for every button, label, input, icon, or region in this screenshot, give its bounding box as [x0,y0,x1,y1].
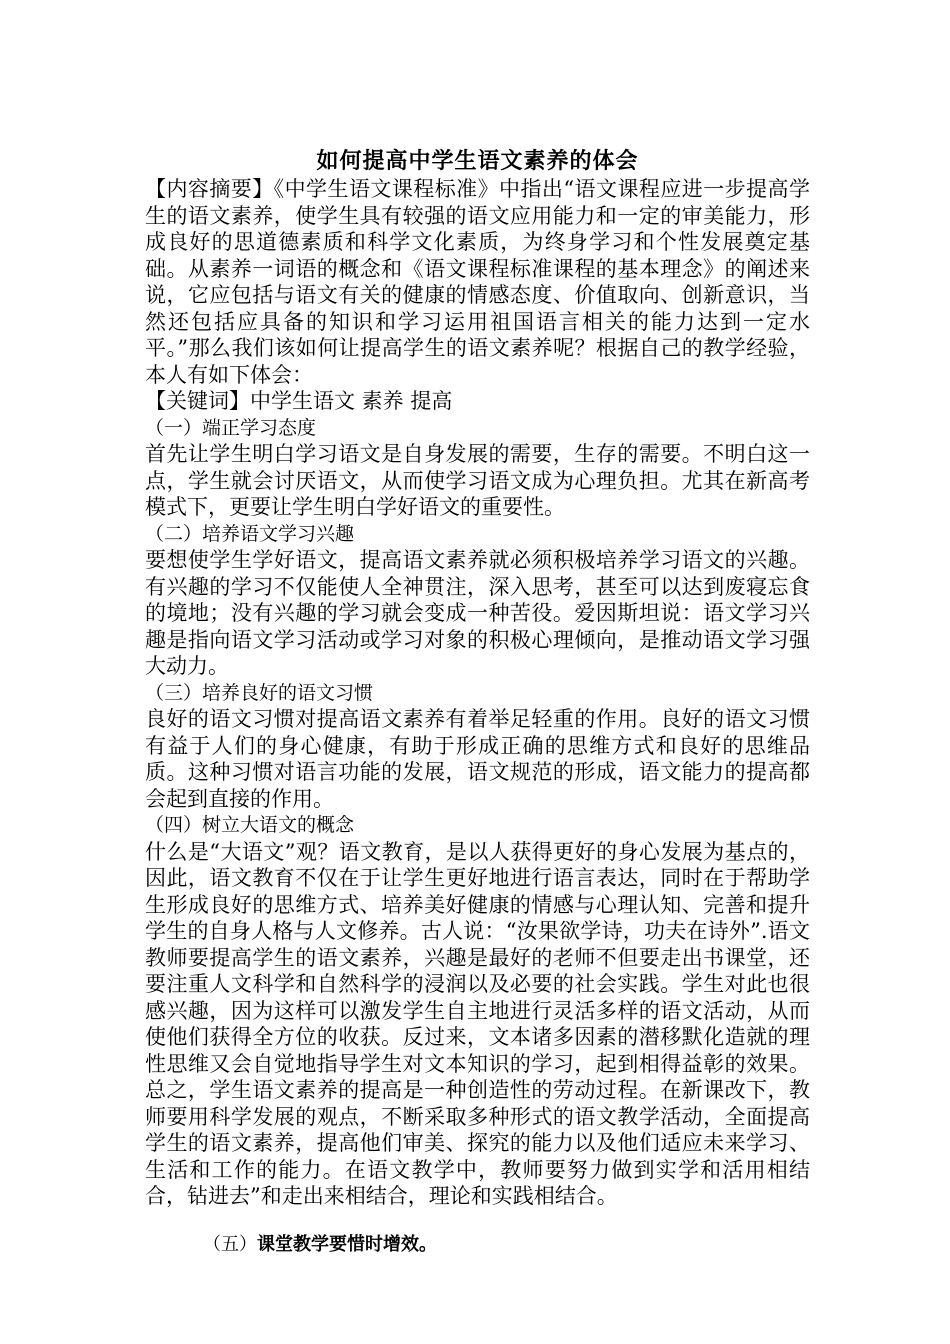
document-title: 如何提高中学生语文素养的体会 [316,148,639,174]
section-heading-2: （二）培养语文学习兴趣 [145,522,355,545]
section-heading-4: （四）树立大语文的概念 [145,814,355,836]
section-5-title: 课堂教学要惜时增效。 [257,1233,437,1255]
section-heading-5 [203,1232,810,1258]
document-content [145,146,810,1258]
keywords-line: 【关键词】中学生语文 素养 提高 [145,389,453,413]
section-body-4: 什么是“大语文”观？语文教育，是以人获得更好的身心发展为基点的，因此，语文教育不仅在于让学生更好地进行语言表达，同时在于帮助学生形成良好的思维方式、培养美好健康的情感与心理认知、完善和提升学生的自身人格与人文修养。古人说：“汝果欲学诗，功夫在诗外”.语文教师要提高学生的语文素养，兴趣是最好的老师不但要走出书课堂，还要注重人文科学和自然科学的浸润以及必要的社会实践。学生对此也很感兴趣，因为这样可以激发学生自主地进行灵活多样的语文活动，从而使他们获得全方位的收获。反过来，文本诸多因素的潜移默化造就的理性思维又会自觉地指导学生对文本知识的学习，起到相得益彰的效果。总之，学生语文素养的提高是一种创造性的劳动过程。在新课改下，教师要用科学发展的观点，不断采取多种形式的语文教学活动，全面提高学生的语文素养，提高他们审美、探究的能力以及他们适应未来学习、生活和工作的能力。在语文教学中，教师要努力做到实学和活用相结合，钻进去”和走出来相结合，理论和实践相结合。 [145,839,810,1208]
section-body-3: 良好的语文习惯对提高语文素养有着举足轻重的作用。良好的语文习惯有益于人们的身心健康，有助于形成正确的思维方式和良好的思维品质。这种习惯对语言功能的发展，语文规范的形成，语文能力的提高都会起到直接的作用。 [145,707,810,811]
section-heading-3: （三）培养良好的语文习惯 [145,681,374,704]
section-5-number: （五） [203,1233,257,1255]
section-body-2: 要想使学生学好语文，提高语文素养就必须积极培养学习语文的兴趣。有兴趣的学习不仅能使人全神贯注，深入思考，甚至可以达到废寝忘食的境地；没有兴趣的学习就会变成一种苦役。爱因斯坦说：语文学习兴趣是指向语文学习活动或学习对象的积极心理倾向，是推动语文学习强大动力。 [145,548,810,678]
paragraph-gap [145,1210,810,1232]
abstract-paragraph: 【内容摘要】《中学生语文课程标准》中指出“语文课程应进一步提高学生的语文素养，使学生具有较强的语文应用能力和一定的审美能力，形成良好的思道德素质和科学文化素质，为终身学习和个性发展奠定基础。从素养一词语的概念和《语文课程标准课程的基本理念》的阐述来说，它应包括与语文有关的健康的情感态度、价值取向、创新意识，当然还包括应具备的知识和学习运用祖国语言相关的能力达到一定水平。”那么我们该如何让提高学生的语文素养呢？根据自己的教学经验，本人有如下体会： [145,177,810,387]
section-heading-1: （一）端正学习态度 [145,416,317,439]
section-body-1: 首先让学生明白学习语文是自身发展的需要，生存的需要。不明白这一点，学生就会讨厌语文，从而使学习语文成为心理负担。尤其在新高考模式下，更要让学生明白学好语文的重要性。 [145,442,810,519]
